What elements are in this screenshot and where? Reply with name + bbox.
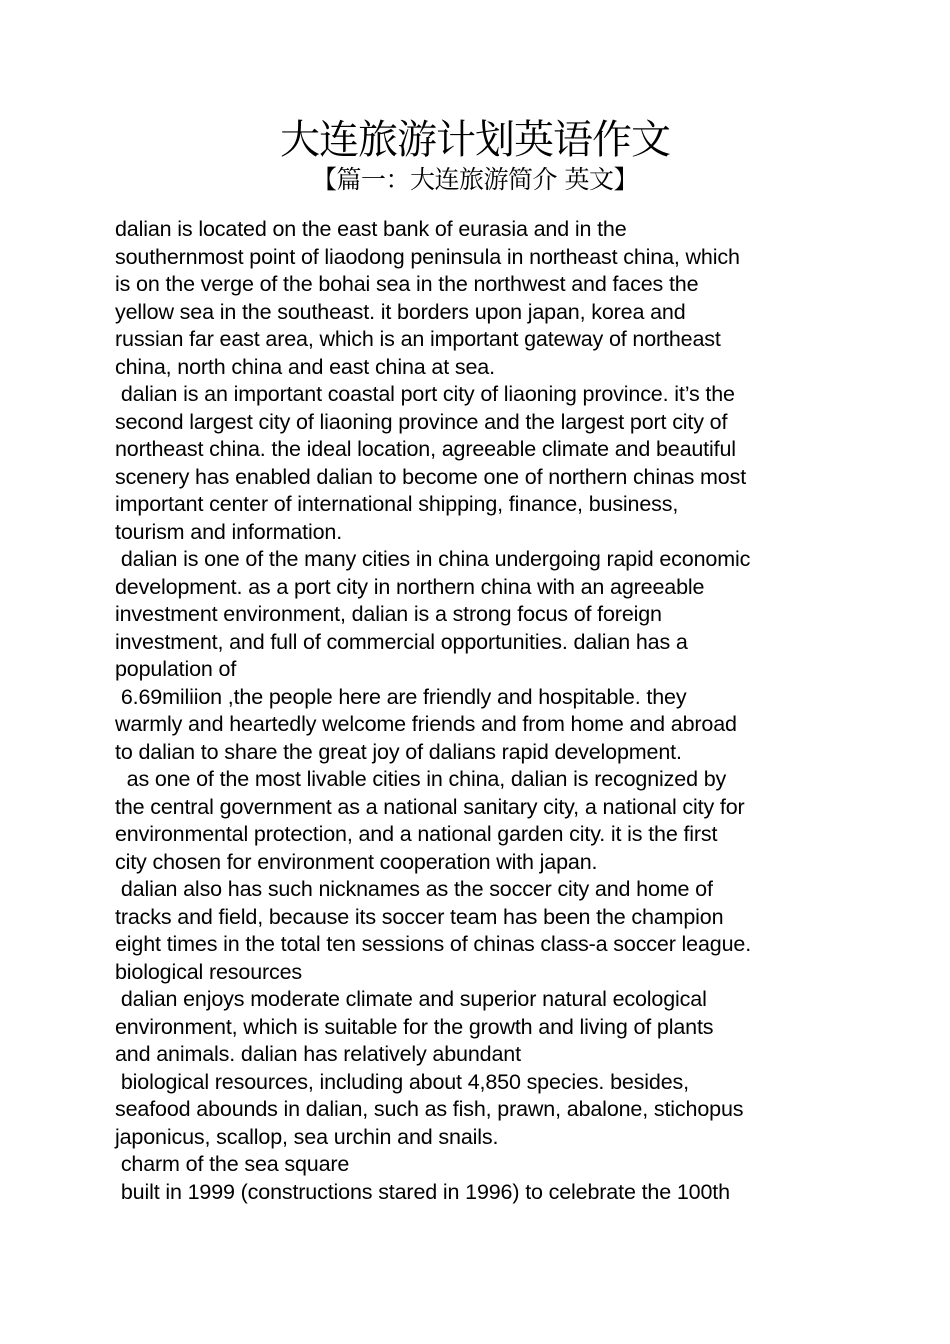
text-line: eight times in the total ten sessions of chinas class-a soccer league. [115, 932, 752, 956]
text-line: southernmost point of liaodong peninsula in northeast china, which [115, 244, 740, 269]
text-line: dalian is an important coastal port city of liaoning province. it’s the [115, 382, 735, 406]
text-line: to dalian to share the great joy of dalians rapid development. [115, 739, 682, 764]
text-line: second largest city of liaoning province and the largest port city of [115, 409, 728, 434]
text-line: dalian enjoys moderate climate and superior natural ecological [115, 987, 707, 1011]
text-line: city chosen for environment cooperation with japan. [115, 849, 598, 874]
text-line: investment, and full of commercial opportunities. dalian has a [115, 629, 688, 654]
document-subtitle: 【篇一：大连旅游简介 英文】 [312, 165, 638, 194]
body-text [115, 216, 845, 1206]
text-line: dalian is located on the east bank of eurasia and in the [115, 217, 627, 241]
text-line: charm of the sea square [115, 1152, 350, 1176]
text-line: the central government as a national sanitary city, a national city for [115, 794, 745, 819]
text-line: important center of international shipping, finance, business, [115, 492, 679, 516]
text-line: environmental protection, and a national garden city. it is the first [115, 822, 718, 846]
text-line: population of [115, 657, 237, 681]
text-line: northeast china. the ideal location, agreeable climate and beautiful [115, 437, 736, 461]
text-line: russian far east area, which is an important gateway of northeast [115, 327, 721, 351]
text-line: biological resources, including about 4,850 species. besides, [115, 1069, 689, 1094]
text-line: investment environment, dalian is a strong focus of foreign [115, 602, 662, 626]
text-line: as one of the most livable cities in china, dalian is recognized by [115, 767, 727, 791]
text-line: seafood abounds in dalian, such as fish, prawn, abalone, stichopus [115, 1097, 744, 1121]
text-line: scenery has enabled dalian to become one of northern chinas most [115, 464, 747, 489]
text-line: built in 1999 (constructions stared in 1996) to celebrate the 100th [115, 1179, 730, 1204]
text-line: is on the verge of the bohai sea in the northwest and faces the [115, 272, 699, 296]
text-line: tourism and information. [115, 519, 343, 544]
text-line: biological resources [115, 959, 303, 984]
text-line: yellow sea in the southeast. it borders upon japan, korea and [115, 299, 686, 324]
text-line: environment, which is suitable for the growth and living of plants [115, 1014, 714, 1039]
text-line: dalian is one of the many cities in china undergoing rapid economic [115, 547, 751, 571]
text-line: 6.69miliion ,the people here are friendly and hospitable. they [115, 684, 687, 709]
text-line: china, north china and east china at sea. [115, 354, 495, 379]
text-line: tracks and field, because its soccer team has been the champion [115, 904, 724, 929]
text-line: warmly and heartedly welcome friends and from home and abroad [115, 712, 737, 736]
text-line: and animals. dalian has relatively abundant [115, 1042, 521, 1066]
text-line: development. as a port city in northern china with an agreeable [115, 574, 705, 599]
document-title: 大连旅游计划英语作文 [280, 117, 670, 163]
text-line: dalian also has such nicknames as the soccer city and home of [115, 877, 713, 901]
text-line: japonicus, scallop, sea urchin and snails. [115, 1124, 499, 1149]
